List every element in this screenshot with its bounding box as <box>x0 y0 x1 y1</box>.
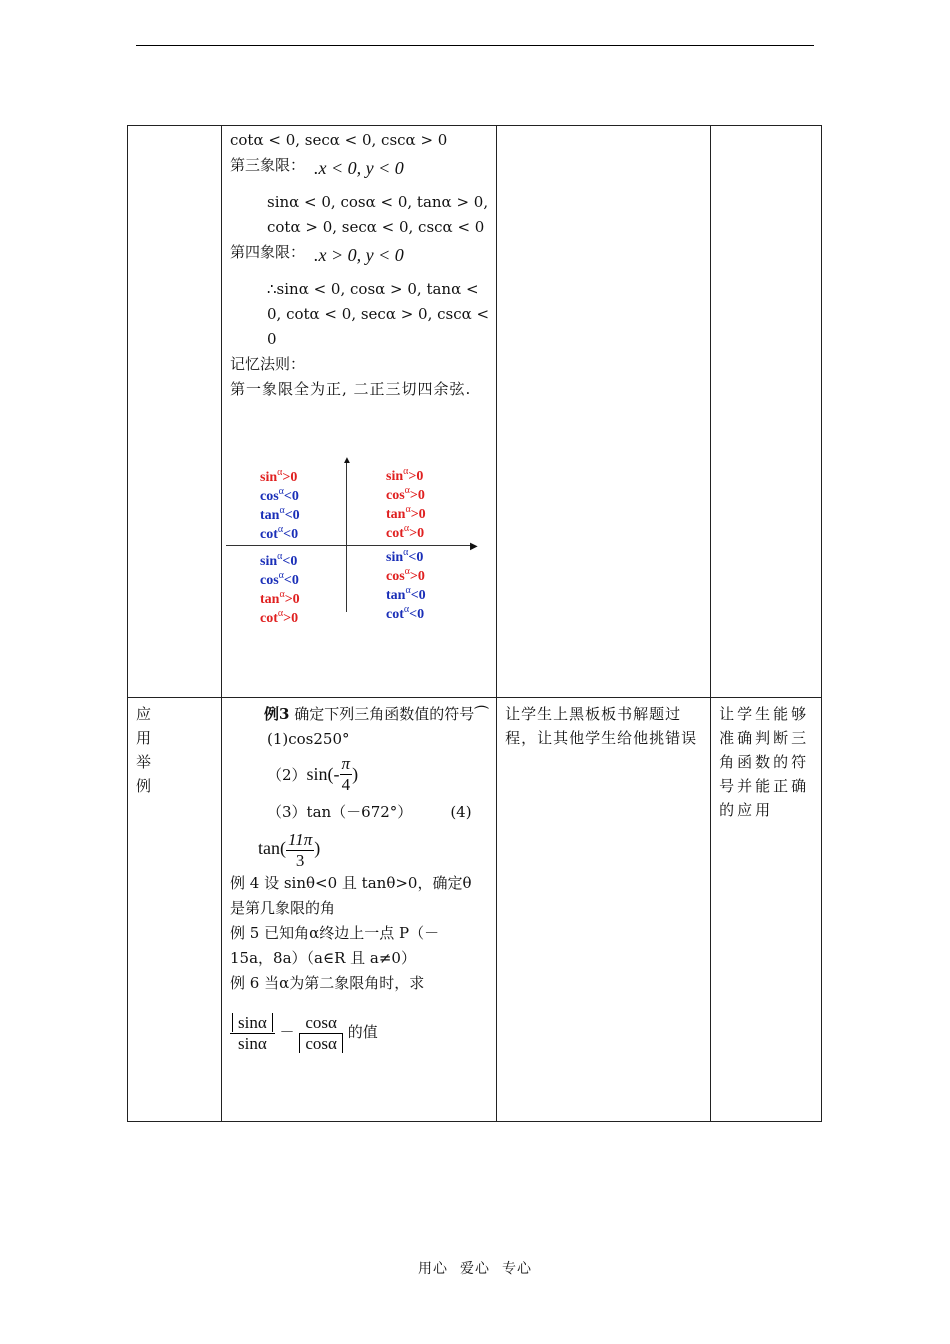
example-3-item-3: （3）tan（－672°） (4) <box>267 803 472 821</box>
sign-label: $\cos^\alpha<0$ <box>260 570 299 588</box>
q4-label: 第四象限： <box>230 243 306 261</box>
example-6: 例 6 当α为第二象限角时，求 <box>230 974 425 992</box>
example-3-item-4: tan( $\frac{11\pi}{3}$ ) <box>258 829 321 870</box>
sign-label: $\sin^\alpha>0$ <box>386 466 424 484</box>
q4-signs-line-1: ∴sinα < 0, cosα > 0, tanα < <box>267 280 479 298</box>
sign-label: $\cos^\alpha<0$ <box>260 486 299 504</box>
table-row <box>128 698 822 1122</box>
row2-content-cell <box>222 698 497 1122</box>
row1-goal-cell <box>711 126 822 698</box>
x-axis <box>226 545 474 546</box>
sign-label: $\cot^\alpha<0$ <box>386 604 425 622</box>
q4-condition: .x > 0, y < 0 <box>314 245 404 265</box>
section-label: 应 用 举 例 <box>136 705 152 795</box>
quadrant-sign-diagram <box>226 455 482 630</box>
lesson-table <box>127 125 822 1122</box>
sign-label: $\tan^\alpha>0$ <box>260 589 300 607</box>
quadrant-3-signs <box>260 550 300 626</box>
sign-label: $\cos^\alpha>0$ <box>386 485 425 503</box>
x-axis-arrow-icon: ▶ <box>470 541 478 552</box>
sign-label: $\sin^\alpha<0$ <box>386 547 424 565</box>
row1-section-cell <box>128 126 222 698</box>
sign-label: $\sin^\alpha<0$ <box>260 551 298 569</box>
row2-section-cell <box>128 698 222 1122</box>
sign-label: $\tan^\alpha>0$ <box>386 504 426 522</box>
example-3-heading: 例3 确定下列三角函数值的符号⏜ <box>264 705 489 723</box>
row2-teacher-cell <box>497 698 711 1122</box>
teacher-activity: 让学生上黑板板书解题过程，让其他学生给他挑错误 <box>505 705 698 747</box>
sign-label: $\cot^\alpha>0$ <box>260 608 299 626</box>
sign-label: $\tan^\alpha<0$ <box>386 585 426 603</box>
q4-signs-line-2: 0, cotα < 0, secα > 0, cscα < <box>267 305 490 323</box>
quadrant-1-signs <box>386 465 426 541</box>
sign-label: $\cot^\alpha>0$ <box>386 523 425 541</box>
example-6-expression: $\frac{\sin\alpha}{\sin\alpha}$ － $\frac{\cos\alpha}{\cos\alpha}$ 的值 <box>230 1004 489 1060</box>
q4-signs-line-3: 0 <box>267 330 277 348</box>
q3-condition: .x < 0, y < 0 <box>314 158 404 178</box>
example-3-item-1: (1)cos250° <box>267 730 350 748</box>
learning-goal: 让学生能够准确判断三角函数的符号并能正确的应用 <box>719 705 810 819</box>
quadrant-4-signs <box>386 546 426 622</box>
q3-label: 第三象限： <box>230 156 306 174</box>
quadrant-2-signs <box>260 466 300 542</box>
row1-content-cell <box>222 126 497 698</box>
sign-label: $\sin^\alpha>0$ <box>260 467 298 485</box>
sign-label: $\tan^\alpha<0$ <box>260 505 300 523</box>
memory-rule: 第一象限全为正, 二正三切四余弦. <box>230 380 472 398</box>
q3-signs-line-1: sinα < 0, cosα < 0, tanα > 0, <box>267 193 489 211</box>
y-axis <box>346 462 347 612</box>
header-rule <box>136 45 814 46</box>
q3-signs-line-2: cotα > 0, secα < 0, cscα < 0 <box>267 218 485 236</box>
page-footer: 用心 爱心 专心 <box>418 1261 532 1277</box>
sign-label: $\cos^\alpha>0$ <box>386 566 425 584</box>
example-3-item-2: （2）sin(- $\frac{\pi}{4}$ ) <box>267 753 359 794</box>
example-4: 例 4 设 sinθ<0 且 tanθ>0，确定θ 是第几象限的角 <box>230 874 472 917</box>
row2-goal-cell <box>711 698 822 1122</box>
table-row <box>128 126 822 698</box>
example-5-line-1: 例 5 已知角α终边上一点 P（－ <box>230 924 440 942</box>
y-axis-arrow-icon: ▲ <box>342 455 352 466</box>
sign-label: $\cot^\alpha<0$ <box>260 524 299 542</box>
row1-teacher-cell <box>497 126 711 698</box>
example-5-line-2: 15a，8a）（a∈R 且 a≠0） <box>230 949 416 967</box>
q2-sign-line: cotα < 0, secα < 0, cscα > 0 <box>230 131 448 149</box>
memory-title: 记忆法则： <box>230 355 306 373</box>
